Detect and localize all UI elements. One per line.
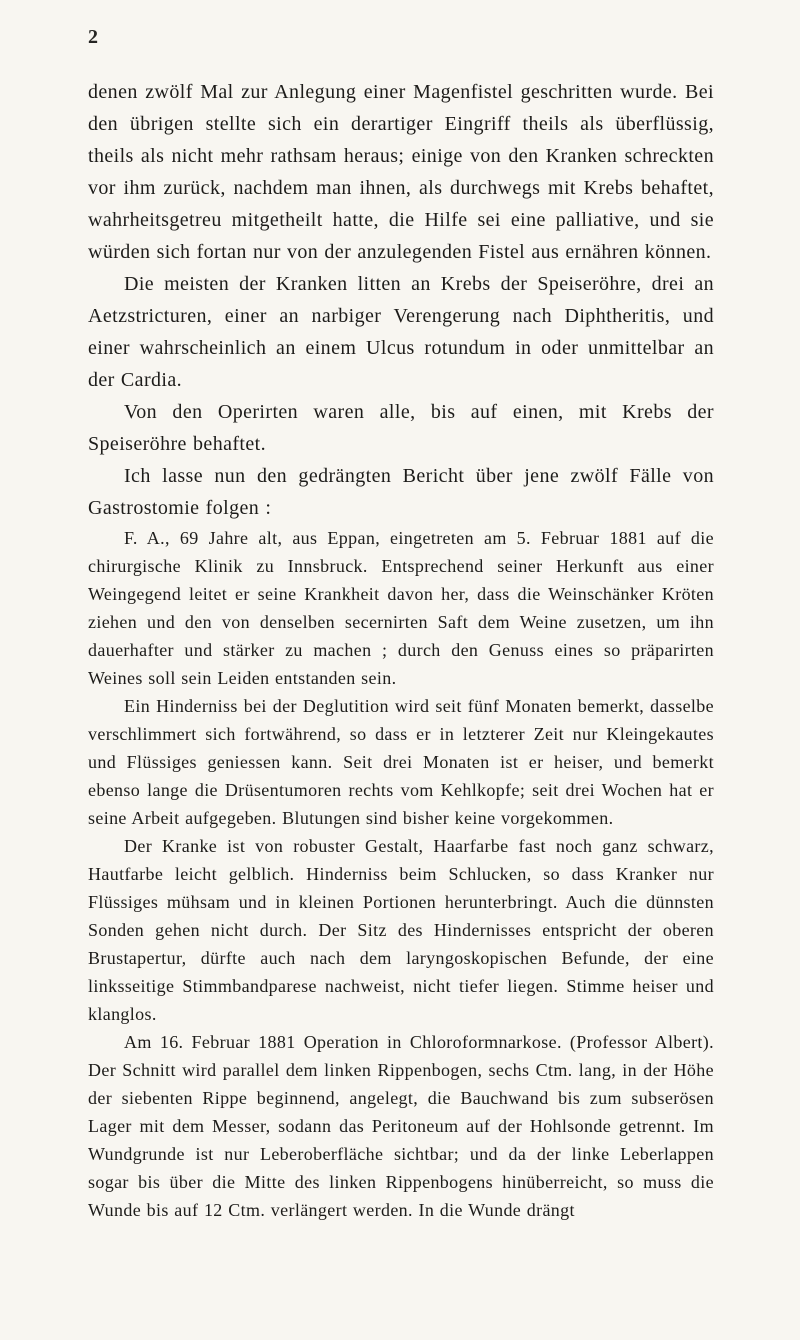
text-block	[88, 76, 714, 1224]
paragraph: Ich lasse nun den gedrängten Bericht über jene zwölf Fälle von Gastrostomie folgen :	[88, 465, 714, 519]
paragraph: Der Kranke ist von robuster Gestalt, Haarfarbe fast noch ganz schwarz, Hautfarbe leicht gelblich. Hinderniss beim Schlucken, so dass Kranker nur Flüssiges mühsam und in kleinen Portionen herunterbringt. Auch die dünnsten Sonden gehen nicht durch. Der Sitz des Hindernisses entspricht der oberen Brustapertur, dürfte auch nach dem laryngoskopischen Befunde, der eine linksseitige Stimmbandparese nachweist, nicht tiefer liegen. Stimme heiser und klanglos.	[88, 836, 714, 1024]
paragraph: Ein Hinderniss bei der Deglutition wird seit fünf Monaten bemerkt, dasselbe verschlimmert sich fortwährend, so dass er in letzterer Zeit nur Kleingekautes und Flüssiges geniessen kann. Seit drei Monaten ist er heiser, und bemerkt ebenso lange die Drüsentumoren rechts vom Kehlkopfe; seit drei Wochen hat er seine Arbeit aufgegeben. Blutungen sind bisher keine vorgekommen.	[88, 696, 714, 828]
paragraph: denen zwölf Mal zur Anlegung einer Magenfistel geschritten wurde. Bei den übrigen stellte sich ein derartiger Eingriff theils als überflüssig, theils als nicht mehr rathsam heraus; einige von den Kranken schreckten vor ihm zurück, nachdem man ihnen, als durchwegs mit Krebs behaftet, wahrheitsgetreu mitgetheilt hatte, die Hilfe sei eine palliative, und sie würden sich fortan nur von der anzulegenden Fistel aus ernähren können.	[88, 81, 714, 263]
paragraph: Die meisten der Kranken litten an Krebs der Speiseröhre, drei an Aetzstricturen, einer an narbiger Verengerung nach Diphtheritis, und einer wahrscheinlich an einem Ulcus rotundum in oder unmittelbar an der Cardia.	[88, 273, 714, 391]
paragraph: F. A., 69 Jahre alt, aus Eppan, eingetreten am 5. Februar 1881 auf die chirurgische Klinik zu Innsbruck. Entsprechend seiner Herkunft aus einer Weingegend leitet er seine Krankheit davon her, dass die Weinschänker Kröten ziehen und den von denselben secernirten Saft dem Weine zusetzen, um ihn dauerhafter und stärker zu machen ; durch den Genuss eines so präparirten Weines soll sein Leiden entstanden sein.	[88, 528, 714, 688]
paragraph: Von den Operirten waren alle, bis auf einen, mit Krebs der Speiseröhre behaftet.	[88, 401, 714, 455]
page-number: 2	[88, 26, 98, 48]
paragraph: Am 16. Februar 1881 Operation in Chloroformnarkose. (Professor Albert). Der Schnitt wird parallel dem linken Rippenbogen, sechs Ctm. lang, in der Höhe der siebenten Rippe beginnend, angelegt, die Bauchwand bis zum subserösen Lager mit dem Messer, sodann das Peritoneum auf der Hohlsonde getrennt. Im Wundgrunde ist nur Leberoberfläche sichtbar; und da der linke Leberlappen sogar bis über die Mitte des linken Rippenbogens hinüberreicht, so muss die Wunde bis auf 12 Ctm. verlängert werden. In die Wunde drängt	[88, 1032, 714, 1220]
